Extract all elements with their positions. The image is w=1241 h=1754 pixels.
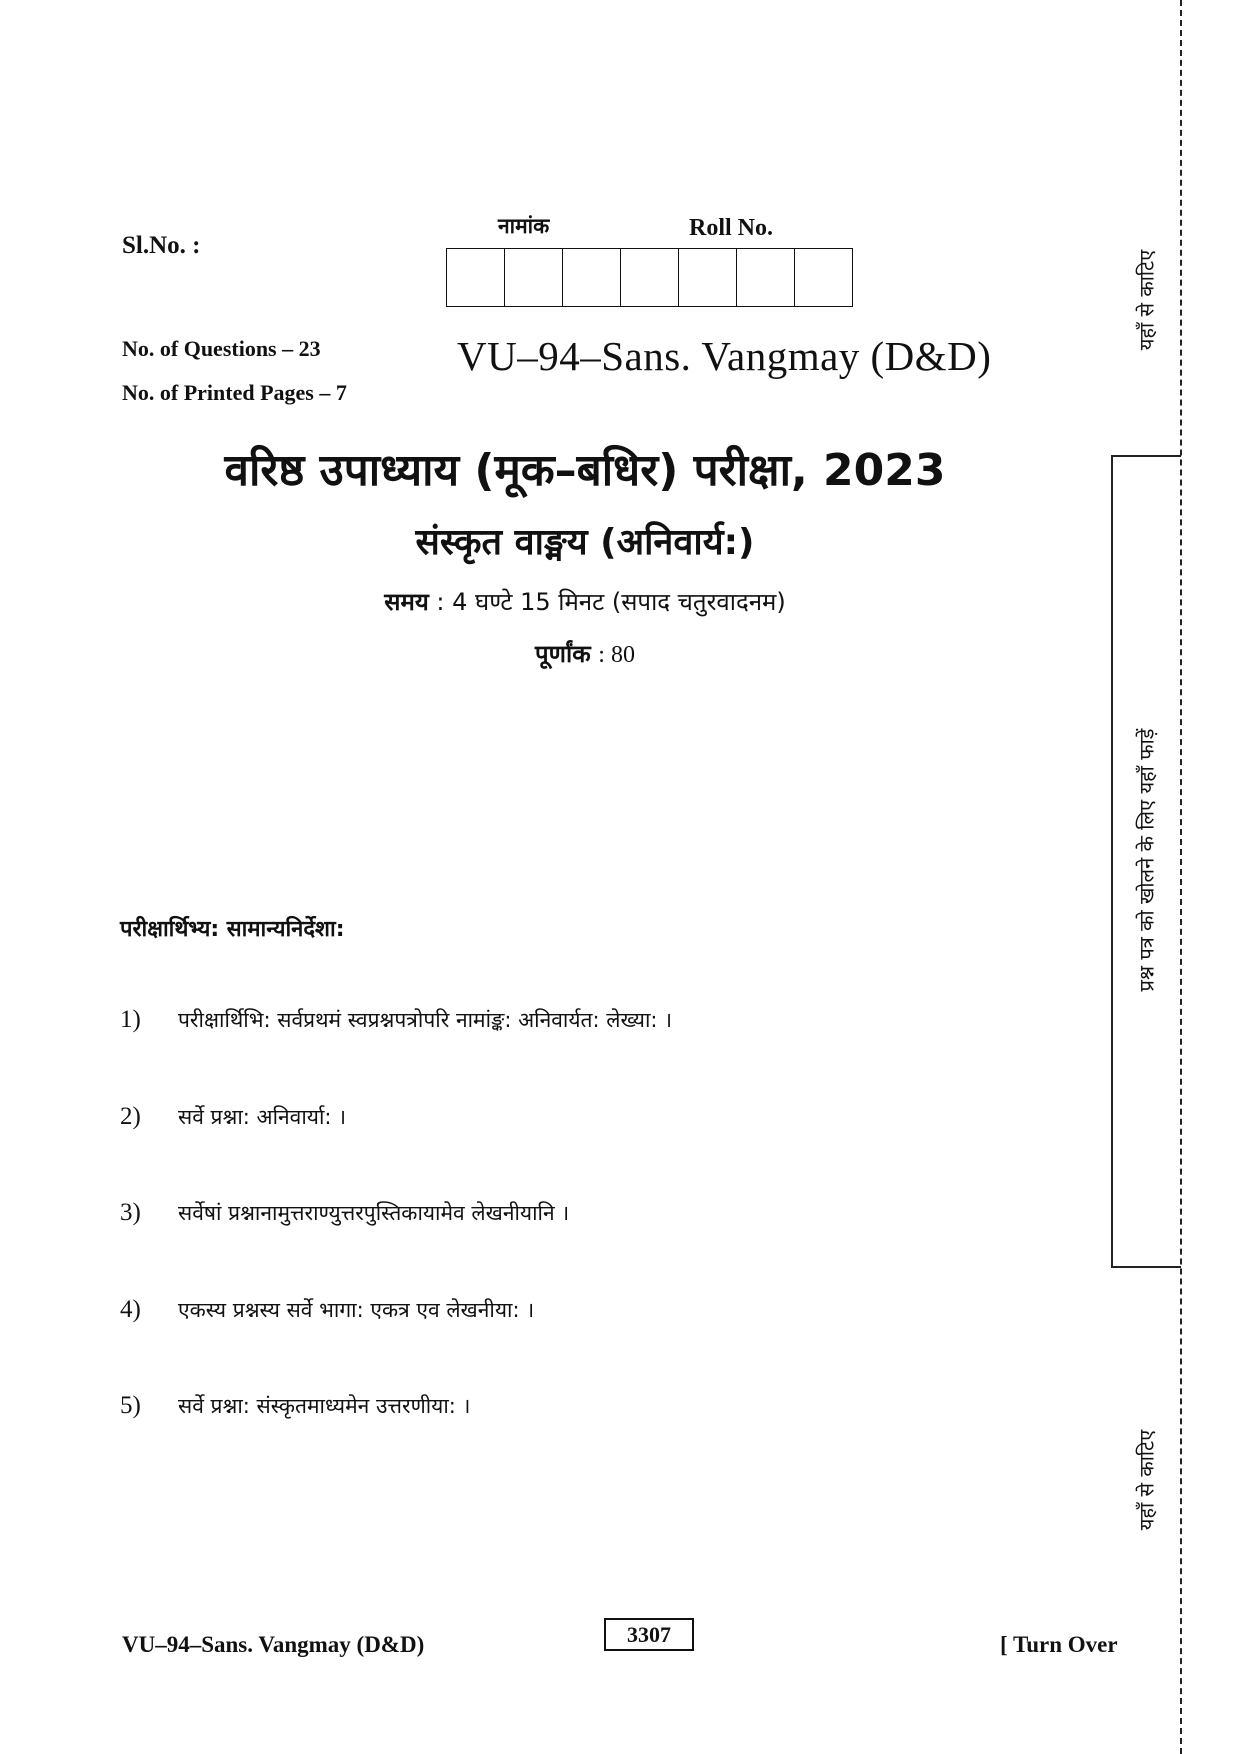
instruction-number: 5) xyxy=(120,1392,141,1419)
instruction-item xyxy=(120,1006,672,1034)
paper-code-heading: VU–94–Sans. Vangmay (D&D) xyxy=(457,333,992,379)
namank-label: नामांक xyxy=(498,214,550,238)
instruction-text: एकस्य प्रश्नस्य सर्वे भागा: एकत्र एव लेखनीया: । xyxy=(178,1298,535,1322)
marks-value: : 80 xyxy=(598,642,635,668)
roll-digit-box[interactable] xyxy=(621,249,679,306)
instruction-text: परीक्षार्थिभि: सर्वप्रथमं स्वप्रश्नपत्रोपरि नामांङ्क: अनिवार्यत: लेख्या: । xyxy=(178,1008,673,1032)
instruction-item xyxy=(120,1199,569,1227)
instruction-item xyxy=(120,1296,534,1324)
duration-label: समय xyxy=(384,588,429,616)
roll-number-boxes xyxy=(446,248,853,307)
instruction-text: सर्वे प्रश्ना: अनिवार्या: । xyxy=(178,1105,347,1129)
instruction-number: 4) xyxy=(120,1296,141,1323)
exam-title: वरिष्ठ उपाध्याय (मूक–बधिर) परीक्षा, 2023 xyxy=(224,445,946,496)
roll-digit-box[interactable] xyxy=(679,249,737,306)
roll-digit-box[interactable] xyxy=(505,249,563,306)
footer-paper-code: VU–94–Sans. Vangmay (D&D) xyxy=(122,1632,425,1657)
instruction-item xyxy=(120,1392,471,1420)
instruction-number: 2) xyxy=(120,1103,141,1130)
turn-over-note: [ Turn Over xyxy=(1000,1632,1118,1657)
cut-here-bottom-text: यहाँ से काटिए xyxy=(1134,1429,1159,1531)
instruction-item xyxy=(120,1103,346,1131)
roll-digit-box[interactable] xyxy=(795,249,853,306)
cut-here-top-text: यहाँ से काटिए xyxy=(1134,249,1159,351)
exam-total-marks xyxy=(0,637,1170,670)
instruction-number: 3) xyxy=(120,1199,141,1226)
printed-pages-count: No. of Printed Pages – 7 xyxy=(122,380,347,405)
roll-digit-box[interactable] xyxy=(563,249,621,306)
exam-subject: संस्कृत वाङ्मय (अनिवार्य:) xyxy=(415,522,755,563)
exam-duration xyxy=(0,585,1170,618)
instruction-text: सर्वेषां प्रश्नानामुत्तराण्युत्तरपुस्तिकायामेव लेखनीयानि । xyxy=(178,1201,570,1225)
roll-digit-box[interactable] xyxy=(737,249,795,306)
question-count: No. of Questions – 23 xyxy=(122,336,321,361)
footer-booklet-number: 3307 xyxy=(604,1618,694,1651)
duration-value: : 4 घण्टे 15 मिनट (सपाद चतुरवादनम) xyxy=(436,588,786,616)
serial-number-label: Sl.No. : xyxy=(122,232,201,259)
roll-digit-box[interactable] xyxy=(447,249,505,306)
instruction-text: सर्वे प्रश्ना: संस्कृतमाध्यमेन उत्तरणीया: । xyxy=(178,1394,471,1418)
instructions-heading: परीक्षार्थिभ्य: सामान्यनिर्देशा: xyxy=(120,917,345,942)
tear-here-text: प्रश्न पत्र को खोलने के लिए यहाँ फाड़ें xyxy=(1134,728,1159,992)
roll-number-label: Roll No. xyxy=(689,215,773,241)
instruction-number: 1) xyxy=(120,1006,141,1033)
marks-label: पूर्णांक xyxy=(535,640,591,668)
